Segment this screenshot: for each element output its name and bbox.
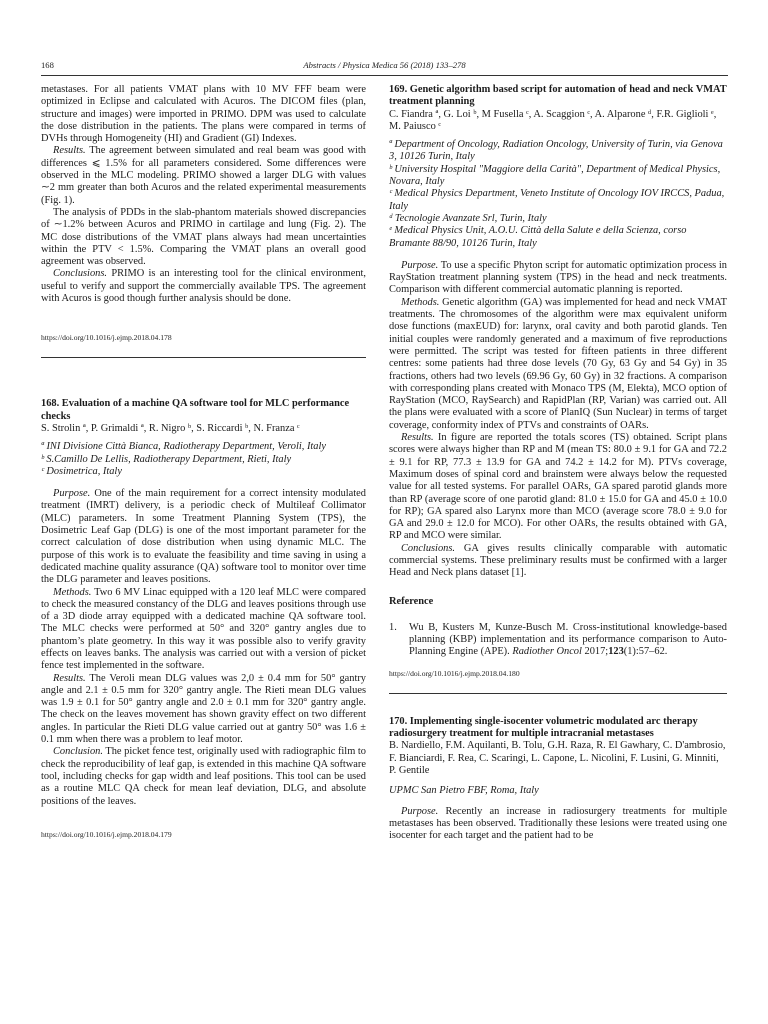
conclusion-paragraph xyxy=(41,746,366,807)
affiliation-c: ᶜ Medical Physics Department, Veneto Institute of Oncology IOV IRCCS, Padua, Italy xyxy=(389,188,725,212)
reference-journal: Radiother Oncol xyxy=(512,646,582,658)
conclusion-text: The picket fence test, originally used with radiographic film to check the reproducibility of leaf gap, is extended in this machine QA software tool, including checks for gap width and leaf positions. This tool can be used as a routine MLC QA check for mean leaf deviation, DLG, and absolute positions of the leaves. xyxy=(41,746,366,807)
abstract-169 xyxy=(389,84,727,679)
results-label: Results. xyxy=(53,672,86,684)
doi-link-180[interactable]: https://doi.org/10.1016/j.ejmp.2018.04.180 xyxy=(389,668,520,678)
purpose-label: Purpose. xyxy=(53,488,91,500)
conclusions-paragraph xyxy=(41,268,366,305)
abstract-separator xyxy=(41,357,366,358)
affiliation-a: ª INI Divisione Città Bianca, Radiotherapy Department, Veroli, Italy xyxy=(41,441,327,453)
reference-heading: Reference xyxy=(389,595,434,607)
right-column xyxy=(389,84,727,842)
reference-volume: 123 xyxy=(608,646,624,658)
results-text: The agreement between simulated and real beam was good with differences ⩽ 1.5% for all parameters considered. Some differences were observed in the MLC modeling. PRIMO showed a larger DLG with values ∼2 mm greater than both Acuros and the related experimental measurements (Fig. 1). xyxy=(41,145,366,206)
header-rule xyxy=(41,75,728,76)
journal-citation: Abstracts / Physica Medica 56 (2018) 133–278 xyxy=(303,60,466,70)
conclusions-label: Conclusions. xyxy=(401,542,455,554)
reference-item xyxy=(389,622,727,659)
affiliation-d: ᵈ Tecnologie Avanzate Srl, Turin, Italy xyxy=(389,212,547,224)
reference-number: 1. xyxy=(389,621,397,633)
doi-link-179[interactable]: https://doi.org/10.1016/j.ejmp.2018.04.179 xyxy=(41,829,172,839)
conclusions-paragraph xyxy=(389,543,727,580)
purpose-text: Recently an increase in radiosurgery treatments for multiple metastases has been observed. Traditionally these lesions were treated using one isocenter for each target and the patient had to be xyxy=(389,805,727,842)
results-text: The Veroli mean DLG values was 2,0 ± 0.4 mm for 50° gantry angle and 2.1 ± 0.5 mm for 320° gantry angle. The Rieti mean DLG values was 1.9 ± 0.1 for 50° gantry angle and 2.0 ± 0.1 mm for 320° gantry angle. The check on the leaves movement has shown gravity effect on two different angles. In particular the Rieti DLG value carried out at gantry 50° was 1.6 ± 0.1 mm when there was a problem to leaf motor. xyxy=(41,672,366,746)
reference-year: 2017; xyxy=(584,646,609,658)
purpose-paragraph xyxy=(41,488,366,586)
methods-paragraph xyxy=(389,297,727,432)
affiliation-b: ᵇ S.Camillo De Lellis, Radiotherapy Department, Rieti, Italy xyxy=(41,453,292,465)
conclusions-text: PRIMO is an interesting tool for the clinical environment, useful to verify and support the commercially available TPS. The agreement with Acuros is good though further analysis should be done. xyxy=(41,268,366,305)
purpose-text: One of the main requirement for a correct intensity modulated treatment (IMRT) delivery, is a periodic check of Multileaf Collimator (MLC) parameters. In some Treatment Planning System (TPS), the Dosimetric Leaf Gap (DLG) is one of the most important parameter for the correct calculation of dose distribution when using dynamic MLC. The purpose of this work is to evaluate the feasibility and time saving in using a dedicated machine quality assurance (QA) software tool to monitor over time the DLG parameter and leaves positions. xyxy=(41,488,366,586)
affiliation-a: ª Department of Oncology, Radiation Oncology, University of Turin, via Genova 3, 10126 Turin, Italy xyxy=(389,139,723,163)
abstract-title: 170. Implementing single-isocenter volumetric modulated arc therapy radiosurgery treatment for multiple intracranial metastases xyxy=(389,715,698,740)
conclusion-label: Conclusion. xyxy=(53,746,103,758)
purpose-paragraph xyxy=(389,260,727,297)
left-column xyxy=(41,84,366,840)
results-paragraph xyxy=(389,432,727,543)
author-list: B. Nardiello, F.M. Aquilanti, B. Tolu, G.H. Raza, R. El Gawhary, C. D'ambrosio, F. Bianciardi, F. Rea, C. Scaringi, L. Capone, L. Nicolini, F. Lusini, G. Minniti, P. Gentile xyxy=(389,740,726,776)
results-paragraph-2: The analysis of PDDs in the slab-phantom materials showed discrepancies of ∼1.2% between Acuros and PRIMO in cartilage and lung (Fig. 2). The MC dose distributions of the VMAT plans always had mean uncertainties within the PTV < 1.5%. Comparing the VMAT plans an overall good agreement was observed. xyxy=(41,206,366,268)
affiliation-c: ᶜ Dosimetrica, Italy xyxy=(41,465,122,477)
purpose-label: Purpose. xyxy=(401,805,439,817)
abstract-title: 168. Evaluation of a machine QA software tool for MLC performance checks xyxy=(41,398,350,422)
page-number: 168 xyxy=(41,60,54,70)
methods-label: Methods. xyxy=(53,586,92,598)
abstract-170 xyxy=(389,716,727,843)
reference-body: Wu B, Kusters M, Kunze-Busch M. Cross-institutional knowledge-based planning (KBP) implementation and its performance comparison to Auto-Planning Engine (APE). xyxy=(409,621,727,658)
results-label: Results. xyxy=(401,432,434,444)
purpose-text: To use a specific Phyton script for automatic optimization process in RayStation treatment planning system (TPS) in the head and neck treatments. Comparison with different commercial automatic planning is reported. xyxy=(389,259,727,296)
abstract-separator xyxy=(389,693,727,694)
affiliation-b: ᵇ University Hospital "Maggiore della Carità", Department of Medical Physics, Novara, Italy xyxy=(389,163,721,188)
results-label: Results. xyxy=(53,145,86,157)
running-header xyxy=(41,60,728,74)
author-list: C. Fiandra ª, G. Loi ᵇ, M Fusella ᶜ, A. Scaggion ᶜ, A. Alparone ᵈ, F.R. Giglioli ᵉ, M. Paiusco ᶜ xyxy=(389,108,717,132)
abstract-title: 169. Genetic algorithm based script for automation of head and neck VMAT treatment planning xyxy=(389,84,727,108)
continued-paragraph: metastases. For all patients VMAT plans with 10 MV FFF beam were optimized in Eclipse and calculated with Acuros. The DICOM files (plan, structure and images) were imported in PRIMO. DPM was used to calculate the dose distribution in the patients. The plans were compared in terms of DVHs through Homogeneity (HI) and Gradient (GI) Indexes. xyxy=(41,84,366,145)
results-paragraph xyxy=(41,673,366,747)
reference-text xyxy=(409,622,727,659)
author-list: S. Strolin ª, P. Grimaldi ª, R. Nigro ᵇ, S. Riccardi ᵇ, N. Franza ᶜ xyxy=(41,422,300,434)
purpose-label: Purpose. xyxy=(401,259,439,271)
methods-label: Methods. xyxy=(401,296,440,308)
doi-link-178[interactable]: https://doi.org/10.1016/j.ejmp.2018.04.178 xyxy=(41,333,172,343)
methods-text: Genetic algorithm (GA) was implemented for head and neck VMAT treatments. The chromosomes of the algorithm were max equivalent uniform dose functions (maxEUD) for: larynx, oral cavity and both parotid glands. Ten initial couples were randomly generated and a maximum of five reproductions were permitted. The script was tested for fifteen patients in three different centres: some patients had three dose levels (70 Gy, 63 Gy and 54 Gy) in 35 fractions, others had two levels (69.96 Gy, 60 Gy) in 32 fractions. A comparison with corresponding plans created with Monaco TPS (M, Elekta), MCO option of RayStation (MCO, RaySearch) and RapidPlan (RP, Varian) was carried out. All the plans were evaluated with a score of PlanIQ (Sun Nuclear) in terms of target coverage, conformity index of PTVs and constraints of OARs. xyxy=(389,296,727,431)
abstract-168 xyxy=(41,398,366,840)
purpose-paragraph xyxy=(389,806,727,843)
reference-pages: (1):57–62. xyxy=(623,646,668,658)
results-paragraph xyxy=(41,145,366,206)
results-text: In figure are reported the totals scores (TS) obtained. Script plans scores were always higher than RP and M (mean TS: 80.0 ± 9.1 for GA and 72.2 ± 9.1 for RP, 77.3 ± 13.9 for GA and 74.2 ± 14.2 for M). PTVs coverage, Maximum doses of spinal cord and brainstem were always below the requested value for all tested systems. For parallel OARs, GA spared parotid glands more than RP (average score of one parotid gland: 81.0 ± 15.0 for GA and 45.0 ± 10.0 for RP); GA spared also Larynx more than MCO (average score 78.0 ± 9.0 for GA and 29.0 ± 12.0 for MCO). For other OARs, the results obtained with GA, RP and MCO were similar. xyxy=(389,432,727,542)
conclusions-label: Conclusions. xyxy=(53,268,107,280)
affiliation-e: ᵉ Medical Physics Unit, A.O.U. Città della Salute e della Scienza, corso Bramante 88/90, 10126 Turin, Italy xyxy=(389,225,687,249)
methods-paragraph xyxy=(41,587,366,673)
affiliation: UPMC San Pietro FBF, Roma, Italy xyxy=(389,785,539,797)
methods-text: Two 6 MV Linac equipped with a 120 leaf MLC were compared to check the measured constancy of the DLG and leaves positions through use of a 3D diode array equipped with a dedicated machine QA software tool. The MLC checks were performed at 50° and 320° gantry angles due to phantom’s plate geometry. In this way it was possible also to verify gravity effects on leaves banks. The analysis was carried out with a version of picket fence test implemented in the software. xyxy=(41,586,366,672)
conclusions-text: GA gives results clinically comparable with automatic commercial systems. These preliminary results must be confirmed with a larger Head and Neck plans dataset [1]. xyxy=(389,542,727,579)
